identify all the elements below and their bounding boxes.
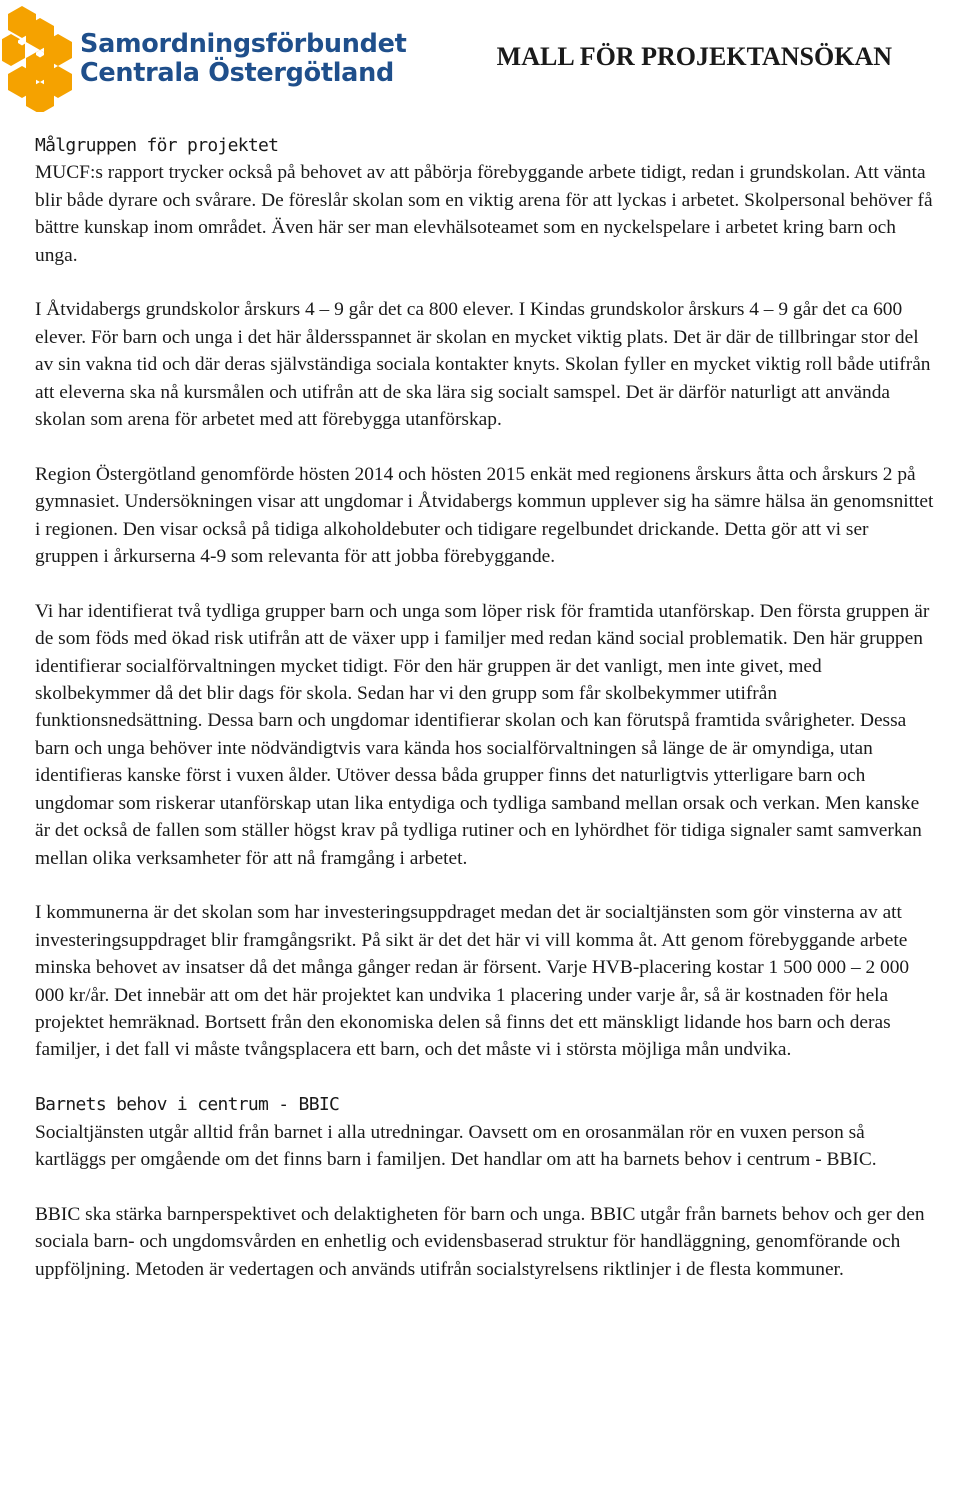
paragraph: Region Östergötland genomförde hösten 2014 och hösten 2015 enkät med regionens årskurs åtta och årskurs 2 på gymnasiet. Undersökningen visar att ungdomar i Åtvidabergs kommun upplever sig ha sämre hälsa än genomsnittet i regionen. Den visar också på tidiga alkoholdebuter och tidigare regelbundet drickande. Detta gör att vi ser gruppen i årkurserna 4-9 som relevanta för att jobba förebyggande. xyxy=(35,463,934,568)
organization-name-line2: Centrala Östergötland xyxy=(80,58,394,88)
section-heading-bbic: Barnets behov i centrum - BBIC xyxy=(35,1094,340,1116)
section-heading-target-group: Målgruppen för projektet xyxy=(35,135,279,156)
organization-name-line1: Samordningsförbundet xyxy=(80,29,407,59)
page-header xyxy=(0,0,960,112)
paragraph: Vi har identifierat två tydliga grupper barn och unga som löper risk för framtida utanförskap. Den första gruppen är de som föds med ökad risk utifrån att de växer upp i familjer med redan känd social problematik. Den här gruppen identifierar socialförvaltningen mycket tidigt. För den här gruppen är det vanligt, men inte givet, med skolbekymmer då det blir dags för skola. Sedan har vi den grupp som får skolbekymmer utifrån funktionsnedsättning. Dessa barn och ungdomar identifierar skolan och kan förutspå framtida svårigheter. Dessa barn och unga behöver inte nödvändigtvis vara kända hos socialförvaltningen så länge de är omyndiga, utan identifieras kanske först i vuxen ålder. Utöver dessa båda grupper finns det naturligtvis ytterligare barn och ungdomar som riskerar utanförskap utan lika entydiga och tydliga samband mellan orsak och verkan. Men kanske är det också de fallen som ställer högst krav på tydliga rutiner och en lyhördhet för tidiga signaler samt samverkan mellan olika verksamheter för att nå framgång i arbetet. xyxy=(35,600,930,869)
honeycomb-logo-icon xyxy=(2,4,82,112)
organization-logo xyxy=(2,4,407,112)
document-body xyxy=(35,132,935,1310)
organization-name xyxy=(80,30,406,88)
target-group-intro xyxy=(35,132,935,269)
paragraph: MUCF:s rapport trycker också på behovet av att påbörja förebyggande arbete tidigt, redan i grundskolan. Att vänta blir både dyrare och svårare. De föreslår skolan som en viktig arena för att lyckas i arbetet. Skolpersonal behöver få bättre kunskap inom området. Även här ser man elevhälsoteamet som en nyckelspelare i arbetet kring barn och unga. xyxy=(35,162,933,266)
paragraph: I Åtvidabergs grundskolor årskurs 4 – 9 går det ca 800 elever. I Kindas grundskolor årskurs 4 – 9 går det ca 600 elever. För barn och unga i det här åldersspannet är skolan en mycket viktig plats. Det är där de tillbringar stor del av sin vakna tid och där deras självständiga sociala kontakter knyts. Skolan fyller en mycket viktig roll både utifrån att eleverna ska nå kursmålen och utifrån att de ska lära sig socialt samspel. Det är därför naturligt att använda skolan som arena för arbetet med att förebygga utanförskap. xyxy=(35,299,931,431)
paragraph: I kommunerna är det skolan som har investeringsuppdraget medan det är socialtjänsten som gör vinsterna av att investeringsuppdraget blir framgångsrikt. På sikt är det det här vi vill komma åt. Att genom förebyggande arbete minska behovet av insatser då det många gånger redan är försent. Varje HVB-placering kostar 1 500 000 – 2 000 000 kr/år. Det innebär att om det här projektet kan undvika 1 placering under varje år, så är kostnaden för hela projektet hemräknad. Bortsett från den ekonomiska delen så finns det ett mänskligt lidande hos barn och deras familjer, i det fall vi måste tvångsplacera ett barn, och det måste vi i största möjliga mån undvika. xyxy=(35,902,910,1061)
paragraph: Socialtjänsten utgår alltid från barnet i alla utredningar. Oavsett om en orosanmälan rör en vuxen person så kartläggs per omgående om det finns barn i familjen. Det handlar om att ha barnets behov i centrum - BBIC. xyxy=(35,1121,877,1170)
document-title: MALL FÖR PROJEKTANSÖKAN xyxy=(496,42,892,71)
bbic-intro xyxy=(35,1091,935,1173)
paragraph: BBIC ska stärka barnperspektivet och delaktigheten för barn och unga. BBIC utgår från barnets behov och ger den sociala barn- och ungdomsvården en enhetlig och evidensbaserad struktur för handläggning, genomförande och uppföljning. Metoden är vedertagen och används utifrån socialstyrelsens riktlinjer i de flesta kommuner. xyxy=(35,1203,925,1280)
